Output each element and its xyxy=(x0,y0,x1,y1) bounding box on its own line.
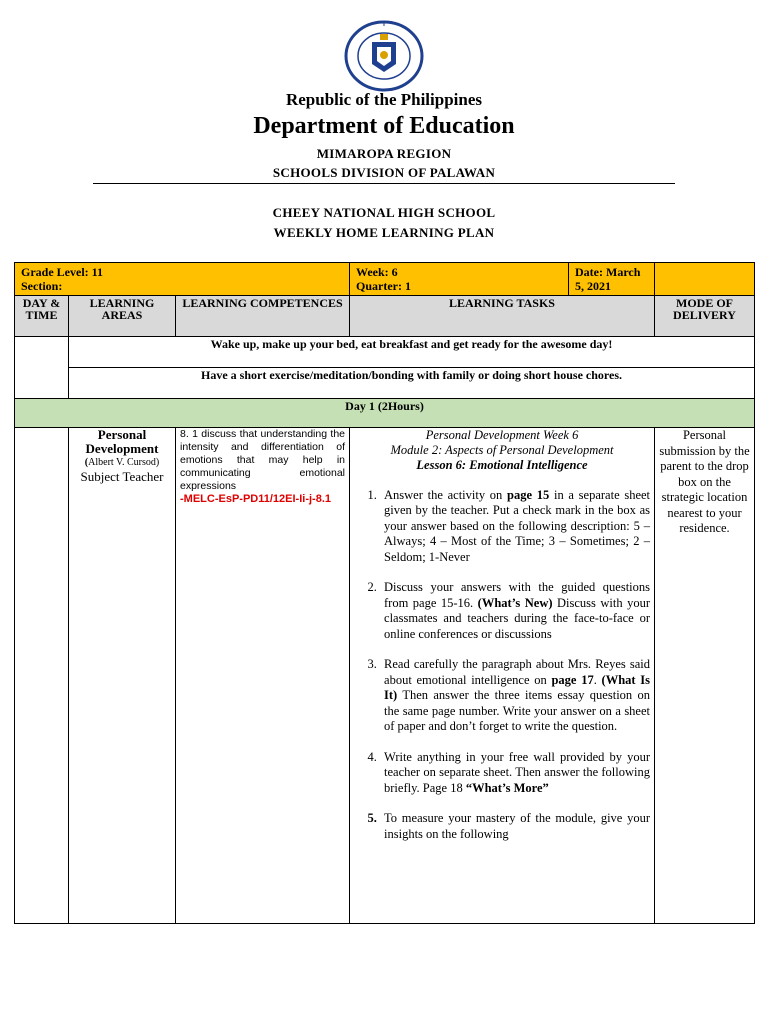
task-list xyxy=(354,488,650,843)
header-divider xyxy=(93,183,675,184)
task-item: 3. Read carefully the paragraph about Mrs. Reyes said about emotional intelligence on page 17. (What Is It) Then answer the three items essay question on the same page number. Write your answer on a sheet of paper and don’t forget to write the question. xyxy=(380,657,650,735)
date-continued-cell xyxy=(655,263,755,296)
day1-mode-cell xyxy=(655,428,755,924)
week-quarter-cell xyxy=(350,263,655,296)
module-title: Module 2: Aspects of Personal Development xyxy=(390,443,614,457)
school-heading: CHEEY NATIONAL HIGH SCHOOL xyxy=(272,205,496,220)
day1-tasks-cell xyxy=(350,428,655,924)
col-mode: MODE OF DELIVERY xyxy=(673,296,736,322)
col-tasks: LEARNING TASKS xyxy=(449,296,555,310)
lesson-title: Lesson 6: Emotional Intelligence xyxy=(416,458,588,472)
day-row xyxy=(15,399,755,428)
grade-level: Grade Level: 11 xyxy=(21,265,103,279)
col-day-time: DAY & TIME xyxy=(22,296,61,322)
task-item: 1. Answer the activity on page 15 in a separate sheet given by the teacher. Put a check mark in the box as your answer based on the following description: 5 – Always; 4 – Most of the Time; 3 – Sometimes; 2 – Seldom; 1-Never xyxy=(380,488,650,566)
task-item: 4. Write anything in your free wall provided by your teacher on separate sheet. Then answer the following briefly. Page 18 “What’s More” xyxy=(380,750,650,797)
col-competences: LEARNING COMPETENCES xyxy=(182,296,343,310)
teacher-name: (Albert V. Cursod) xyxy=(84,457,160,468)
message-row-exercise xyxy=(15,368,755,399)
grade-section-cell xyxy=(15,263,350,296)
col-learning-areas: LEARNING AREAS xyxy=(89,296,155,322)
teacher-role: Subject Teacher xyxy=(80,469,164,484)
task-item: 5. To measure your mastery of the module, give your insights on the following xyxy=(380,811,650,842)
delivery-mode: Personal submission by the parent to the drop box on the strategic location nearest to your residence. xyxy=(659,428,750,535)
section-label: Section: xyxy=(21,279,63,293)
date-label: Date: March 5, 2021 xyxy=(575,265,641,293)
tasks-title: Personal Development Week 6 xyxy=(425,428,579,442)
column-header-row xyxy=(15,296,755,337)
plan-title: WEEKLY HOME LEARNING PLAN xyxy=(273,225,495,240)
week-label: Week: 6 xyxy=(356,265,398,279)
wake-message: Wake up, make up your bed, eat breakfast and get ready for the awesome day! xyxy=(69,337,755,368)
exercise-message: Have a short exercise/meditation/bonding with family or doing short house chores. xyxy=(69,368,755,399)
task-item: 2. Discuss your answers with the guided questions from page 15-16. (What’s New) Discuss with your classmates and teachers during the face-to-face or online conferences or discussions xyxy=(380,580,650,642)
day1-area-cell xyxy=(69,428,176,924)
day1-body-row xyxy=(15,428,755,924)
competence-text: 8. 1 discuss that understanding the intensity and differentiation of emotions that may help in communicating emotional expressions xyxy=(180,428,346,492)
quarter-label: Quarter: 1 xyxy=(356,279,411,293)
melc-code: -MELC-EsP-PD11/12EI-Ii-j-8.1 xyxy=(180,493,331,505)
division-heading: SCHOOLS DIVISION OF PALAWAN xyxy=(272,165,496,180)
info-row xyxy=(15,263,755,296)
day1-competence-cell xyxy=(176,428,350,924)
day1-label: Day 1 (2Hours) xyxy=(15,399,755,428)
republic-heading: Republic of the Philippines xyxy=(285,90,482,109)
blank-day-cell xyxy=(15,337,69,399)
area-title: Personal Development xyxy=(85,427,159,456)
department-heading: Department of Education xyxy=(253,113,515,139)
day1-time-cell xyxy=(15,428,69,924)
region-heading: MIMAROPA REGION xyxy=(316,146,452,161)
message-row-wake xyxy=(15,337,755,368)
deped-seal-icon xyxy=(344,20,424,92)
learning-plan-table xyxy=(14,262,755,924)
